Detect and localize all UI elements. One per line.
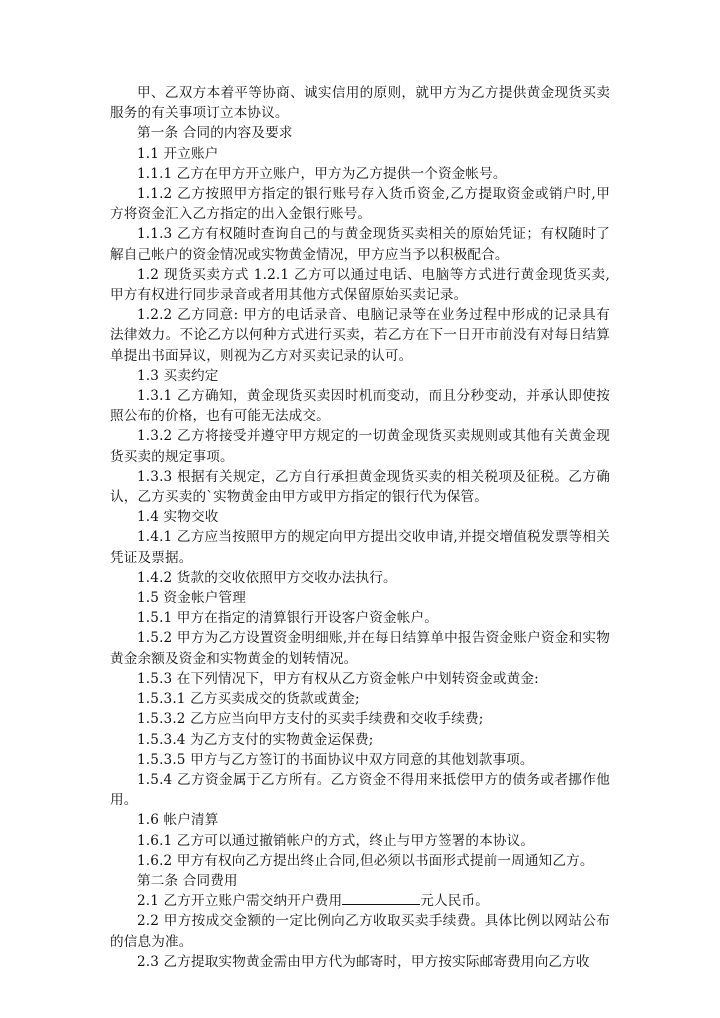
section-heading: 1.6 帐户清算 [137, 812, 219, 829]
clause-paragraph: 1.6.1 乙方可以通过撤销帐户的方式，终止与甲方签署的本协议。 [137, 832, 535, 849]
sub-clause-item: 1.5.3.5 甲方与乙方签订的书面协议中双方同意的其他划款事项。 [137, 751, 534, 768]
section-heading: 1.3 买卖约定 [137, 367, 219, 384]
section-heading: 1.5 资金帐户管理 [137, 590, 247, 607]
clause-paragraph: 1.4.2 货款的交收依照甲方交收办法执行。 [137, 569, 397, 586]
clause-paragraph: 1.5.1 甲方在指定的清算银行开设客户资金帐户。 [137, 610, 438, 627]
fee-clause [110, 891, 610, 911]
sub-clause-item: 1.5.3.4 为乙方支付的实物黄金运保费; [137, 731, 374, 748]
clause-paragraph: 1.2.2 乙方同意: 甲方的电话录音、电脑记录等在业务过程中形成的记录具有法律效力。不论乙方以何种方式进行买卖，若乙方在下一日开市前没有对每日结算单提出书面异议，则视为乙方对买卖记录的认可。 [110, 307, 610, 364]
clause-paragraph: 1.2 现货买卖方式 1.2.1 乙方可以通过电话、电脑等方式进行黄金现货买卖,甲方有权进行同步录音或者用其他方式保留原始买卖记录。 [110, 266, 610, 304]
fee-clause-suffix: 元人民币。 [420, 893, 489, 910]
clause-paragraph: 1.3.2 乙方将接受并遵守甲方规定的一切黄金现货买卖规则或其他有关黄金现货买卖的规定事项。 [110, 428, 610, 465]
clause-paragraph: 1.5.3 在下列情况下，甲方有权从乙方资金帐户中划转资金或黄金: [137, 670, 539, 687]
fee-amount-blank [342, 891, 420, 905]
clause-paragraph: 1.6.2 甲方有权向乙方提出终止合同,但必须以书面形式提前一周通知乙方。 [137, 852, 594, 869]
contract-body [110, 83, 610, 972]
fee-clause-prefix: 2.1 乙方开立账户需交纳开户费用 [137, 893, 343, 910]
section-heading: 1.4 实物交收 [137, 509, 219, 526]
clause-paragraph: 1.1.1 乙方在甲方开立账户，甲方为乙方提供一个资金帐号。 [137, 165, 507, 182]
article-2-heading: 第二条 合同费用 [137, 872, 238, 889]
sub-clause-item: 1.5.3.1 乙方买卖成交的货款或黄金; [137, 691, 360, 708]
article-1-heading: 第一条 合同的内容及要求 [137, 125, 293, 142]
clause-paragraph: 1.5.2 甲方为乙方设置资金明细账,并在每日结算单中报告资金账户资金和实物黄金余额及资金和实物黄金的划转情况。 [110, 630, 610, 667]
clause-paragraph: 1.3.1 乙方确知，黄金现货买卖因时机而变动，而且分秒变动，并承认即使按照公布的价格，也有可能无法成交。 [110, 388, 610, 425]
clause-paragraph: 2.2 甲方按成交金额的一定比例向乙方收取买卖手续费。具体比例以网站公布的信息为准。 [110, 913, 610, 950]
clause-paragraph: 1.1.3 乙方有权随时查询自己的与黄金现货买卖相关的原始凭证；有权随时了解自己帐户的资金情况或实物黄金情况，甲方应当予以积极配合。 [110, 226, 610, 263]
clause-paragraph: 1.1.2 乙方按照甲方指定的银行账号存入货币资金,乙方提取资金或销户时,甲方将资金汇入乙方指定的出入金银行账号。 [110, 186, 610, 223]
intro-paragraph: 甲、乙双方本着平等协商、诚实信用的原则，就甲方为乙方提供黄金现货买卖服务的有关事项订立本协议。 [110, 85, 610, 122]
clause-paragraph: 1.5.4 乙方资金属于乙方所有。乙方资金不得用来抵偿甲方的债务或者挪作他用。 [110, 771, 610, 809]
clause-paragraph: 1.3.3 根据有关规定，乙方自行承担黄金现货买卖的相关税项及征税。乙方确认，乙方买卖的`实物黄金由甲方或甲方指定的银行代为保管。 [110, 468, 610, 506]
section-heading: 1.1 开立账户 [137, 145, 219, 162]
clause-paragraph: 2.3 乙方提取实物黄金需由甲方代为邮寄时，甲方按实际邮寄费用向乙方收 [137, 953, 590, 970]
clause-paragraph: 1.4.1 乙方应当按照甲方的规定向甲方提出交收申请,并提交增值税发票等相关凭证及票据。 [110, 529, 610, 566]
sub-clause-item: 1.5.3.2 乙方应当向甲方支付的买卖手续费和交收手续费; [137, 711, 484, 728]
